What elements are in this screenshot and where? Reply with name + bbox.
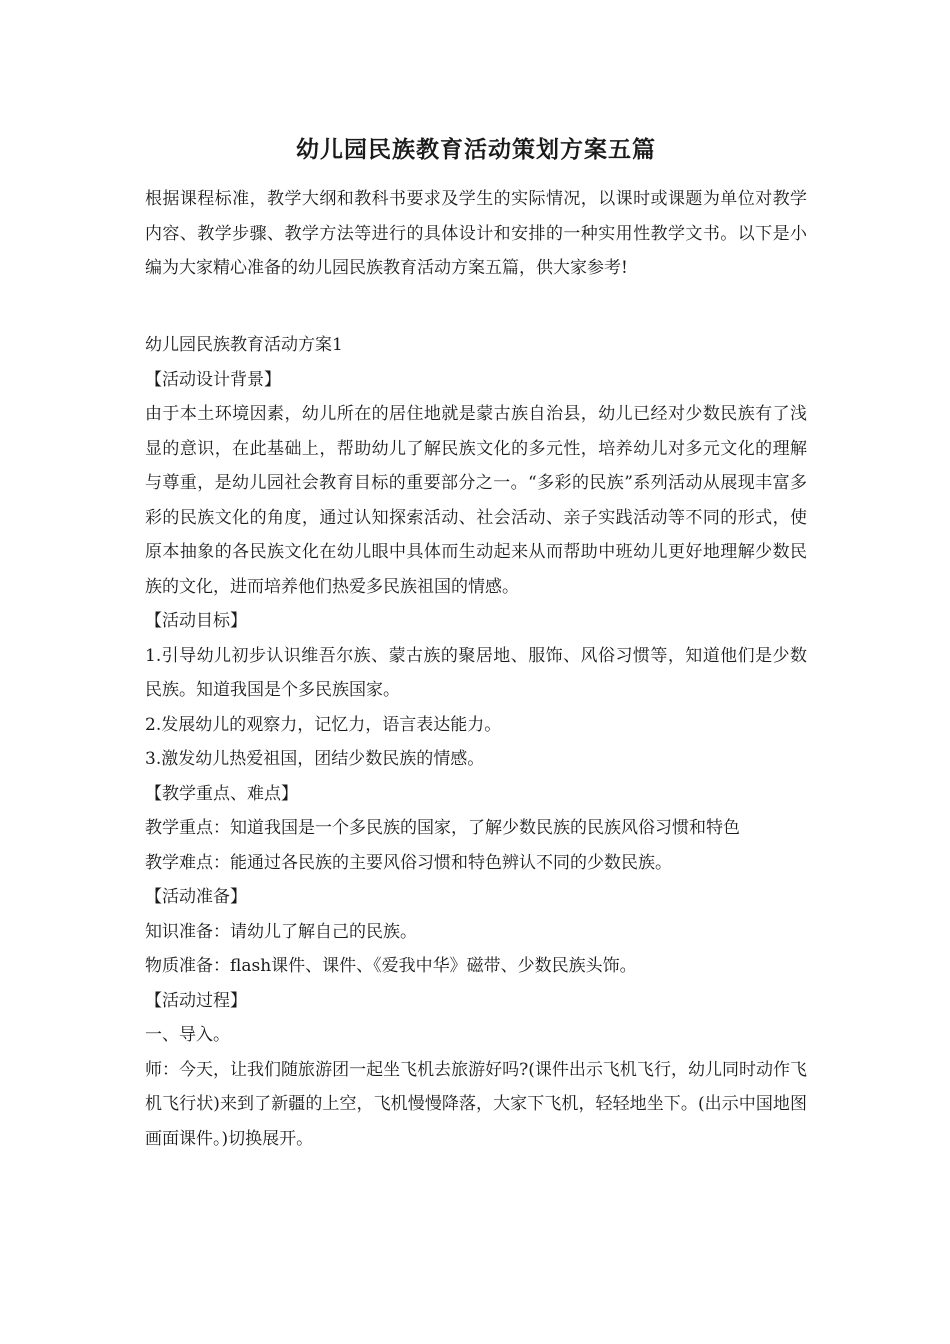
document-body (145, 328, 807, 1156)
document-title: 幼儿园民族教育活动策划方案五篇 (296, 136, 656, 163)
body-paragraph: 一、导入。 (145, 1025, 230, 1045)
body-paragraph: 由于本土环境因素，幼儿所在的居住地就是蒙古族自治县，幼儿已经对少数民族有了浅显的意识，在此基础上，帮助幼儿了解民族文化的多元性，培养幼儿对多元文化的理解与尊重，是幼儿园社会教育目标的重要部分之一。“多彩的民族”系列活动从展现丰富多彩的民族文化的角度，通过认知探索活动、社会活动、亲子实践活动等不同的形式，使原本抽象的各民族文化在幼儿眼中具体而生动起来从而帮助中班幼儿更好地理解少数民族的文化，进而培养他们热爱多民族祖国的情感。 (145, 404, 807, 597)
body-paragraph: 知识准备：请幼儿了解自己的民族。 (145, 921, 417, 942)
body-paragraph: 物质准备：flash课件、课件、《爱我中华》磁带、少数民族头饰。 (145, 956, 637, 976)
subsection-heading: 【活动目标】 (145, 611, 247, 631)
section-heading: 幼儿园民族教育活动方案1 (145, 335, 343, 355)
subsection-heading: 【活动过程】 (145, 990, 247, 1011)
list-item: 3.激发幼儿热爱祖国，团结少数民族的情感。 (145, 749, 485, 769)
list-item: 1.引导幼儿初步认识维吾尔族、蒙古族的聚居地、服饰、风俗习惯等，知道他们是少数民族。知道我国是个多民族国家。 (145, 645, 807, 700)
subsection-heading: 【活动设计背景】 (145, 369, 281, 390)
subsection-heading: 【活动准备】 (145, 887, 247, 907)
body-paragraph: 教学难点：能通过各民族的主要风俗习惯和特色辨认不同的少数民族。 (145, 852, 672, 873)
subsection-heading: 【教学重点、难点】 (145, 783, 298, 804)
body-paragraph: 师：今天，让我们随旅游团一起坐飞机去旅游好吗?(课件出示飞机飞行，幼儿同时动作飞机飞行状)来到了新疆的上空，飞机慢慢降落，大家下飞机，轻轻地坐下。(出示中国地图画面课件。)切换展开。 (145, 1059, 807, 1149)
body-paragraph: 教学重点：知道我国是一个多民族的国家，了解少数民族的民族风俗习惯和特色 (145, 818, 740, 838)
list-item: 2.发展幼儿的观察力，记忆力，语言表达能力。 (145, 714, 502, 735)
intro-paragraph: 根据课程标准，教学大纲和教科书要求及学生的实际情况，以课时或课题为单位对教学内容、教学步骤、教学方法等进行的具体设计和安排的一种实用性教学文书。以下是小编为大家精心准备的幼儿园民族教育活动方案五篇，供大家参考! (145, 189, 807, 278)
